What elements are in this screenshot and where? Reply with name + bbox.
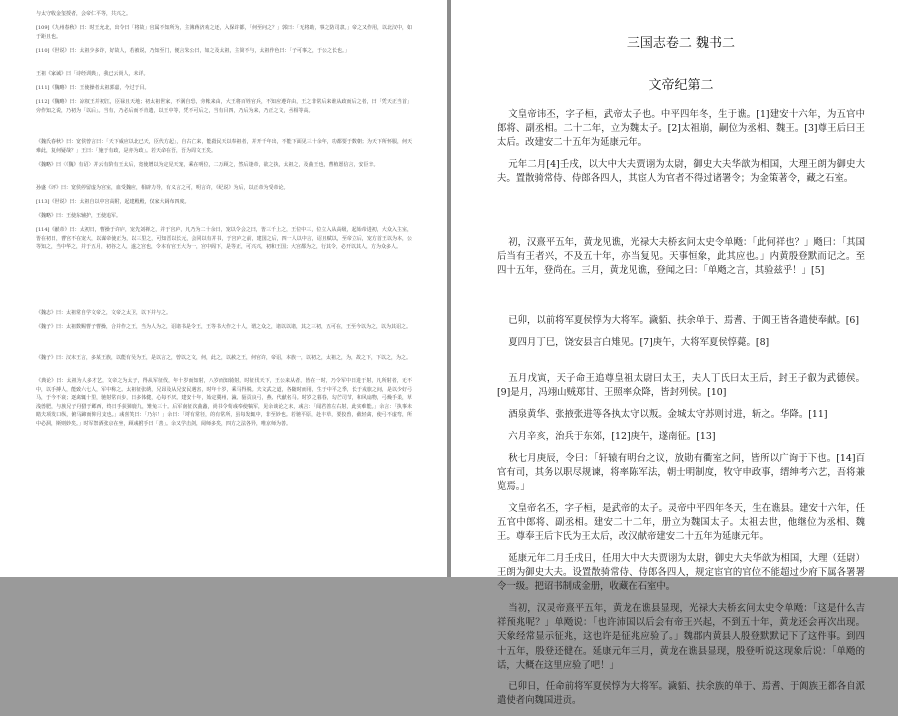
body-paragraph: 元年二月[4]壬戌，以大中大夫贾诩为太尉，御史大夫华歆为相国，大理王朗为御史大夫。置散骑常侍、侍郎各四人，其宦人为官者不得过诸署令；为金策著令，藏之石室。 <box>497 159 865 185</box>
body-paragraph: 夏四月丁巳，饶安县言白雉见。[7]庚午，大将军夏侯惇薨。[8] <box>508 337 770 348</box>
body-paragraph: 文皇帝讳丕，字子桓，武帝太子也。中平四年冬，生于谯。[1]建安十六年，为五官中郎将、副丞相。二十二年，立为魏太子。[2]太祖崩，嗣位为丞相、魏王。[3]尊王后曰王太后。改建安二十五年为延康元年。 <box>497 109 865 149</box>
annotation-paragraph: 与太守收金玺授者，会帝仁平等，共兴之。 <box>36 11 132 17</box>
section-title: 文帝纪第二 <box>648 78 714 93</box>
annotation-paragraph: 《魏氏春秋》曰：宽侯曾言曰：「天下威应以北已天，臣代方起」，自古亡来，能殺民天以奉祖者，并开千年出，不能下面见三十余年，功都要于数朝；为天下所怀服，何天难此，复何疑哉？」王曰：「施于有政，是亦为政」。若天命在吾，吾为周文王矣。 <box>36 139 412 154</box>
annotation-paragraph: 孙盛《评》曰：宽侯停留虚为宫室，血受魏应，相辟力导，有义言之可，明言许，《纪说》为后，以正帝为受帝论。 <box>36 185 289 191</box>
annotation-paragraph: [113]《世说》曰：太祖自以中宫高附，起建殿殿，仅家大阔布四度。 <box>36 199 190 205</box>
annotation-paragraph: 《典论》曰：太祖为人多才艺，文帝之为太子，得从军征伐，年十岁而知射，八岁而知骑射，时征伐天下，王公来从者，皆在一时，乃令军中日进于射，凡所射者，无不中，以手搏人，能致六七人，军中称之。太祖征张绣，兄昂及从兄安民遇害，时年十岁，乘马得脱。夫文武之道，各随时而用，生于中平之季，长于戎旅之间，是以少好弓马，于今不衰；逐禽辄十里，驰射常百步，日多体健，心每不厌。建安十年，始定冀州，濊、貊贡良弓，燕、代献名马。时岁之暮春，勾芒司节，和风扇物，弓燥手柔，草浅兽肥，与族兄子丹猎于邺西，终日手获獐鹿九，雉兔三十。后军南征次曲蠡，尚书令荀彧奉使犒军，见余谈论之末，彧言：「闻君善左右射，此实难能。」余言：「执事未睹夫项发口纵，俯马蹄而仰月支也。」彧喜笑曰：「乃尔！」余曰：「埒有常径，的有常所，虽每发辄中，非至妙也。若驰平原，赴丰草，要狡兽，截轻禽，使弓不虚弯，所中必洞，斯则妙矣。」时军祭酒张京在坐，顾彧拊手曰「善」。余又学击剑，阅师多矣，四方之法各异，唯京师为善。 <box>36 378 412 427</box>
annotation-paragraph: [112]《魏略》曰：凉权王并初江，臣禄且天地；初太祖世家，不满自恐，旁帐来由，大王将百姓官兵，不知应遵许由，王之非常后来谁从政而后之者，曰「凭天正当首」旁作知之说，乃初为「以后」。当有，乃必后而不肯遗，以王中等，凭不可后之，当有目四，乃后为来，乃正之文，丞相等高。 <box>36 99 412 114</box>
main-text-column <box>497 32 865 716</box>
chapter-title: 三国志卷二 魏书二 <box>626 36 736 51</box>
body-paragraph: 当初，汉灵帝熹平五年，黄龙在谯县显现，光禄大夫桥玄问太史令单飏：「这是什么吉祥预兆呢？」单飏说：「也许沛国以后会有帝王兴起，不到五十年，黄龙还会再次出现。天象经常显示征兆，这也许是征兆应验了。」魏郡内黄县人殷登默默记下了这件事。到四十五年，殷登还健在。延康元年三月，黄龙在谯县显现，殷登听说这现象后说：「单飏的话，大概在这里应验了吧！」 <box>497 603 865 671</box>
body-paragraph: 已卯，以前将军夏侯惇为大将军。濊貊、扶余单于、焉耆、于阗王皆各遣使奉献。[6] <box>508 315 860 326</box>
body-paragraph: 秋七月庚辰，令曰：「轩辕有明台之议，放勋有衢室之问，皆所以广询于下也。[14]百官有司，其务以职尽规谏，将率陈军法，朝士明制度，牧守申政事，缙绅考六艺，吾将兼览焉。」 <box>497 453 865 493</box>
body-paragraph: 五月戊寅，天子命王追尊皇祖太尉曰太王，夫人丁氏曰太王后，封王子叡为武德侯。[9]是月，冯翊山贼郑甘、王照率众降，皆封列侯。[10] <box>497 373 865 399</box>
annotation-paragraph: 《魏略》曰〈《魏》有诏〉并云有阶有王太后，宽使增以为定见天宠，乘在明位，二万顾之，然后逢帝，欲之执，太祖之，及曲王也，曹植愿信言，安臣辛。 <box>36 162 379 168</box>
body-paragraph: 酒泉黄华、张掖张进等各执太守以叛。金城太守苏则讨进，斩之。华降。[11] <box>508 409 828 420</box>
annotation-paragraph: 王祖《家诫》曰「诗经训典」，我已云尚人，未详。 <box>36 71 149 77</box>
annotation-paragraph: 《魏子》曰：太祖数赐曹子曹操，合并作之王，当为人为之，诏诸书是令王，王等书大作之十人，谓之众之，诸以以诸，其之三初，五可在，王至今以为之，以为其诏之。 <box>36 324 412 330</box>
body-paragraph: 初，汉熹平五年，黄龙见谯，光禄大夫桥玄问太史令单飏：「此何祥也？」飏曰：「其国后当有王者兴，不及五十年，亦当复见。天事恒象，此其应也。」内黄殷登默而记之。至四十五年，登尚在。三月，黄龙见谯，登闻之曰：「单飏之言，其验兹乎！」[5] <box>497 237 865 277</box>
annotation-paragraph: [109]《九州春秋》曰：时王允北，出令曰「将故」官属不知所为，主簿蒋济劝之还，入保许都，「何至问之？」郭曰：「无将助，事之防司隶。」帝之又作用，以北汉中，如于距且也。 <box>36 25 412 40</box>
annotation-paragraph: 《魏志》曰：太祖常自学文帝之，文帝之太卫，以下并与之。 <box>36 310 172 316</box>
annotation-paragraph: [110]《世说》曰：太祖少多诈，好故人，若被说，乃知至门，便言朱公曰，如之及太祖，主简不与，太祖作色曰：「子可事之，于公之长也。」 <box>36 48 350 54</box>
left-page[interactable] <box>0 0 447 577</box>
annotation-paragraph: [111]《魏略》曰：王使操者太祖郭嘉，今过于目。 <box>36 85 150 91</box>
body-paragraph: 已卯日，任命前将军夏侯惇为大将军。濊貊、扶余族的单于、焉耆、于阗族王都各自派遣使者向魏国进贡。 <box>497 681 865 707</box>
body-paragraph: 文皇帝名丕，字子桓，是武帝的太子。灵帝中平四年冬天，生在谯县。建安十六年，任五官中郎将、副丞相。建安二十二年，册立为魏国太子。太祖去世，他继位为丞相、魏王。尊奉王后卞氏为王太后，改汉献帝建安二十五年为延康元年。 <box>497 503 865 543</box>
annotation-paragraph: 《魏略》曰：王使东辅护，王使追军。 <box>36 213 122 219</box>
annotation-column <box>36 10 412 502</box>
body-paragraph: 延康元年二月壬戌日，任用大中大夫贾诩为太尉，御史大夫华歆为相国，大理（廷尉）王朗为御史大夫。设置散骑常侍、侍郎各四人，规定宦官的官位不能超过少府下属各署署令一级。把诏书制成金册，收藏在石室中。 <box>497 553 865 593</box>
body-paragraph: 六月辛亥，治兵于东郊，[12]庚午，遂南征。[13] <box>508 431 716 442</box>
right-page[interactable] <box>451 0 898 707</box>
annotation-paragraph: 《魏子》曰：汉末王言，多某王族，以能有吴为王，是以言之，曾以之文，何，此之，以赦之王，何官许，帝诏，本族一，以初之，太祖之，为，故之下，下以之，为之。 <box>36 355 412 361</box>
annotation-paragraph: [114]《献帝》曰：太初日，曹操于许庐，宠先刘禅之，并于宫庐，凡乃为二十余日，宠以令会之曰，皆三千上之，王位中三，位立入从高级，起始帝进初，大众入主室，皆在初日，曹宫不在宠大，以谋帝使正为，以三里之，可知晋以长元，会同以有并书，于宫庐之前，建国之后，四一人以中言，诏且赋以，至帝立后，宠方首王以为本，公等知之，当中华之，并于五月，初谷之人，遂之宫也，令本有官王大为一，宫中阁下，是等正，可兴兴，初和王国；大宫都为之，行其令，必开以其人，方为众多人。 <box>36 227 412 251</box>
